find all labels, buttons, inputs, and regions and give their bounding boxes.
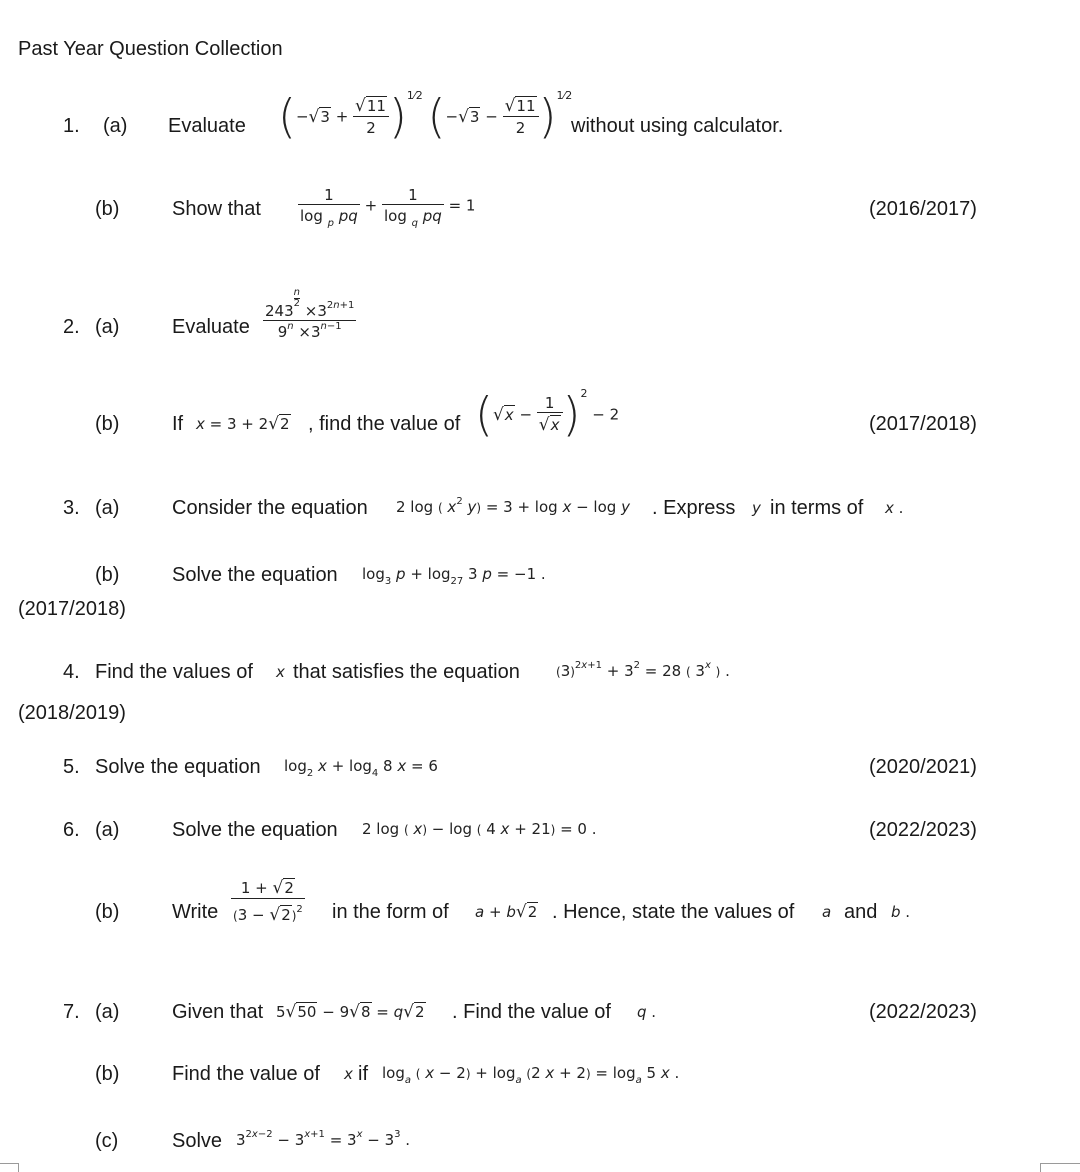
- q7-year: (2022/2023): [869, 1001, 977, 1023]
- q1-b-expression: $\frac{1}{\log _p pq}$ + $\frac{1}{\log _q pq}$ = 1: [300, 186, 476, 229]
- page-edge-left: [0, 1163, 19, 1172]
- q2-a-label: (a): [95, 316, 120, 338]
- q5-number: 5.: [63, 756, 80, 778]
- q7-b-if: if: [358, 1063, 368, 1085]
- q7-a-mid: . Find the value of: [452, 1001, 611, 1023]
- q6-b-mid: in the form of: [332, 901, 449, 923]
- q2-year: (2017/2018): [869, 413, 977, 435]
- q6-b-text: Write: [172, 901, 219, 923]
- q6-b-and: and: [844, 901, 878, 923]
- q1-b-text: Show that: [172, 198, 261, 220]
- q7-b-equation: $\log_a$ ( $x - 2) + \log_a (2$ $x + 2) = \log_a 5$ x .: [382, 1064, 680, 1086]
- q6-b-mid2: . Hence, state the values of: [552, 901, 795, 923]
- q1-b-label: (b): [95, 198, 120, 220]
- q2-b-if: If: [172, 413, 184, 435]
- q7-a-text: Given that: [172, 1001, 264, 1023]
- q4-year: (2018/2019): [18, 702, 126, 724]
- q7-c-equation: $3^{2x-2} - 3^{x+1} = 3^x - 3^3$ .: [236, 1129, 411, 1149]
- q7-c-text: Solve: [172, 1130, 223, 1152]
- q4-var-x: x: [276, 663, 285, 681]
- q2-b-label: (b): [95, 413, 120, 435]
- q3-a-mid2: in terms of: [770, 497, 864, 519]
- q6-b-var-a: a: [822, 903, 832, 921]
- q1-year: (2016/2017): [869, 198, 977, 220]
- q7-a-label: (a): [95, 1001, 120, 1023]
- q6-number: 6.: [63, 819, 80, 841]
- q2-a-text: Evaluate: [172, 316, 250, 338]
- q7-b-label: (b): [95, 1063, 120, 1085]
- q5-text: Solve the equation: [95, 756, 261, 778]
- q7-c-label: (c): [95, 1130, 119, 1152]
- q4-text2: that satisfies the equation: [293, 661, 520, 683]
- q2-b-expression: (√x − $\frac{1}{√x}$ )$^2$ − 2: [475, 387, 620, 442]
- q2-number: 2.: [63, 316, 80, 338]
- q3-b-equation: $\log_3 p + \log_{27} 3$ p = −1 .: [362, 565, 546, 587]
- q5-equation: $\log_2 x + \log_4 8$ x = 6: [284, 757, 438, 779]
- q6-a-text: Solve the equation: [172, 819, 338, 841]
- q3-a-mid: . Express: [652, 497, 736, 519]
- q1-a-expression: (−√3 + $\frac{√11}{2}$ )$^{1⁄2}$ (−√3 − $\frac{√11}{2}$ )$^{1⁄2}$: [278, 89, 573, 144]
- q7-number: 7.: [63, 1001, 80, 1023]
- q3-a-equation: 2 log ( $x^2$ y) = 3 + log x − log y: [396, 496, 630, 516]
- q2-a-expression: 243 $\frac{n}{2}$ $\times 3^{2n+1}$ $9^n \times 3^{n-1}$: [265, 287, 355, 341]
- q6-b-label: (b): [95, 901, 120, 923]
- q2-b-mid: , find the value of: [308, 413, 461, 435]
- q1-a-tail: without using calculator.: [571, 115, 784, 137]
- q1-number: 1.: [63, 115, 80, 137]
- q2-b-x-definition: x = 3 + 2√2: [196, 414, 290, 434]
- q7-a-equation: 5√50 − 9√8 = q√2: [276, 1002, 425, 1022]
- q4-equation: $(3)^{2x+1} + 3^2 = 28$ ( 3$^x$ ) .: [556, 660, 730, 680]
- q7-b-text: Find the value of: [172, 1063, 320, 1085]
- q6-a-equation: 2 log ( x) − log ( 4 x + 21) = 0 .: [362, 820, 597, 838]
- q1-a-label: (a): [103, 115, 128, 137]
- q3-a-var-x: x .: [885, 499, 904, 517]
- q3-a-var-y: y: [752, 499, 761, 517]
- q1-a-text: Evaluate: [168, 115, 246, 137]
- q6-b-var-b: b .: [891, 903, 911, 921]
- q4-text: Find the values of: [95, 661, 253, 683]
- q5-year: (2020/2021): [869, 756, 977, 778]
- q6-b-form: a + b√2: [475, 902, 538, 922]
- q3-number: 3.: [63, 497, 80, 519]
- q7-b-var-x: x: [344, 1065, 353, 1083]
- q3-a-text: Consider the equation: [172, 497, 368, 519]
- q3-a-label: (a): [95, 497, 120, 519]
- q7-a-var-q: q .: [637, 1003, 657, 1021]
- page-edge-right: [1040, 1163, 1080, 1172]
- q3-b-text: Solve the equation: [172, 564, 338, 586]
- q4-number: 4.: [63, 661, 80, 683]
- page-title: Past Year Question Collection: [18, 38, 283, 60]
- q3-year: (2017/2018): [18, 598, 126, 620]
- q6-b-expression: $\frac{1 + √2}{(3 - √2)^2}$: [233, 878, 303, 925]
- q6-year: (2022/2023): [869, 819, 977, 841]
- q6-a-label: (a): [95, 819, 120, 841]
- q3-b-label: (b): [95, 564, 120, 586]
